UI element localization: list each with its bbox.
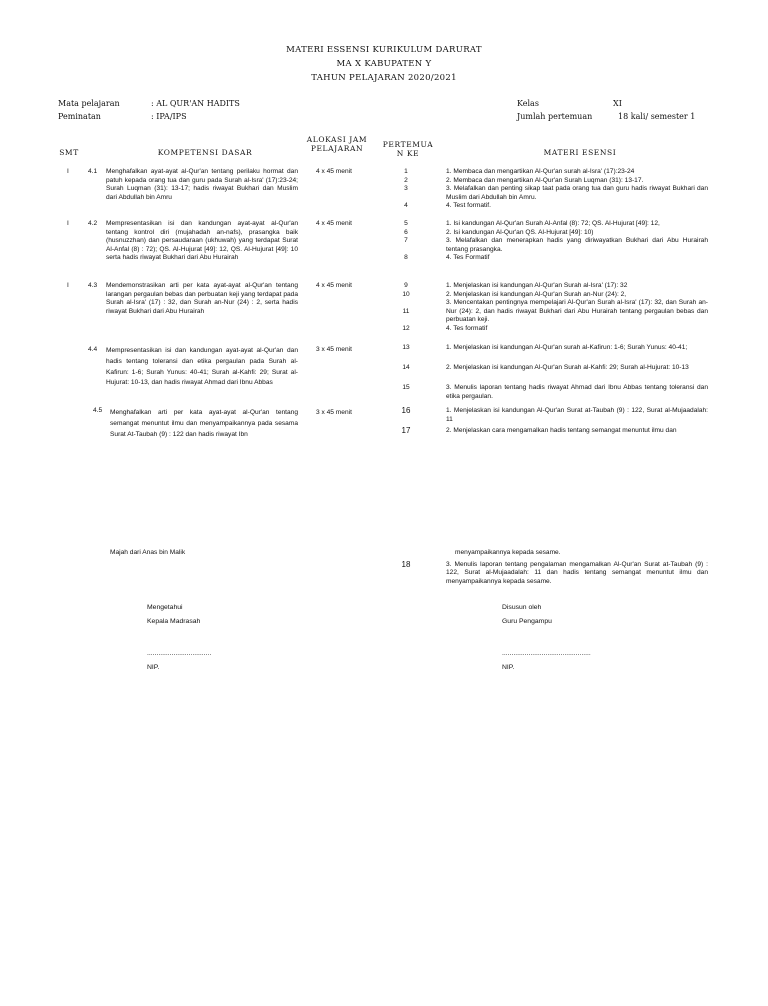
signature-left-role: Kepala Madrasah (147, 618, 201, 625)
pertemuan-number: 7 (404, 237, 408, 245)
kd-text: Menghafalkan arti per kata ayat-ayat al-Qur'an tentang semangat menuntut ilmu dan menyampaikannya pada sesama Surat At-Taubah (9) : 122 dan hadis riwayat Ibn (110, 409, 298, 438)
materi-item: 2. Isi kandungan Al-Qur'an QS. Al-Hujurat [49]: 10) (446, 228, 594, 236)
materi-item: 3. Menulis laporan tentang hadis riwayat Ahmad dari Ibnu Abbas tentang toleransi dan etika pergaulan. (446, 384, 708, 400)
doc-title-line1: MATERI ESSENSI KURIKULUM DARURAT (286, 45, 482, 55)
kd-number: 4.2 (88, 220, 98, 227)
jumlah-label: Jumlah pertemuan (517, 112, 593, 121)
pertemuan-spacer (396, 299, 416, 308)
pertemuan-number: 13 (402, 344, 410, 351)
pertemuan-number: 17 (401, 426, 411, 435)
materi-item: 3. Menulis laporan tentang pengalaman mengamalkan Al-Qur'an Surat at-Taubah (9) : 122, Surat al-Mujaadalah: 11 dan hadis tentang semangat menuntut ilmu dan menyampaikannya kepada sesame. (446, 560, 708, 585)
signature-left (147, 601, 200, 629)
materi-item: 1. Membaca dan mengartikan Al-Qur'an surah al-Isra' (17):23-24 (446, 168, 635, 175)
materi-list-continued (446, 549, 708, 586)
materi-item: 2. Menjelaskan cara mengamalkan hadis tentang semangat menuntut ilmu dan (446, 427, 677, 434)
signature-left-name (147, 647, 211, 675)
materi-item: 1. Isi kandungan Al-Qur'an Surah Al-Anfal (8): 72; QS. Al-Hujurat [49]: 12, (446, 220, 660, 227)
materi-item: 4. Tes Formatif (446, 254, 490, 262)
pertemuan-list (396, 344, 416, 393)
materi-item: 4. Tes formatif (446, 324, 488, 332)
pertemuan-number: 10 (402, 290, 410, 298)
pertemuan-number: 5 (404, 220, 408, 227)
row-smt: I (67, 168, 69, 175)
pertemuan-number: 1 (404, 168, 408, 175)
materi-item: 2. Membaca dan mengartikan Al-Qur'an Surah Luqman (31): 13-17. (446, 176, 644, 184)
materi-item: 2. Menjelaskan isi kandungan Al-Qur'an Surah al-Kahfi: 29; Surah al-Hujurat: 10-13 (446, 364, 689, 371)
pertemuan-number: 3 (404, 185, 408, 193)
kd-number: 4.5 (93, 407, 103, 414)
materi-list (446, 168, 708, 211)
alokasi-value: 4 x 45 menit (316, 168, 352, 175)
kd-text: Mendemonstrasikan arti per kata ayat-ayat al-Qur'an tentang larangan pergaulan bebas dan perbuatan keji yang terdapat pada Surah al-Isra' (17) : 32, dan Surah an-Nur (24) : 2, serta hadis riwayat Bukhari dari Abu Hurairah (106, 282, 298, 315)
alokasi-value: 3 x 45 menit (316, 409, 352, 416)
signature-right (502, 601, 552, 629)
pertemuan-number: 6 (404, 228, 408, 236)
doc-title-line3: TAHUN PELAJARAN 2020/2021 (311, 73, 457, 83)
doc-title-line2: MA X KABUPATEN Y (336, 59, 432, 69)
materi-list (446, 344, 708, 401)
row-smt: I (67, 282, 69, 289)
materi-item: 3. Melafalkan dan penting sikap taat pada orang tua dan guru hadis riwayat Bukhari dan Muslim dari Abdullah bin Amru. (446, 185, 708, 201)
alokasi-value: 4 x 45 menit (316, 220, 352, 227)
materi-list (446, 282, 708, 334)
pertemuan-spacer (396, 316, 416, 325)
alokasi-value: 3 x 45 menit (316, 346, 352, 353)
kd-number: 4.3 (88, 282, 98, 289)
pertemuan-number: 15 (402, 384, 410, 391)
materi-item: 3. Mencentakan pentingnya mempelajari Al-Qur'an Surah al-Isra' (17): 32, dan Surah an-Nur (24): 2, dan hadis riwayat Bukhari dari Abu Hurairah tentang pergaulan bebas dan perbuatan keji. (446, 299, 708, 324)
materi-item: 4. Test formatif. (446, 202, 491, 210)
signature-right-role: Guru Pengampu (502, 618, 552, 625)
materi-item: menyampaikannya kepada sesame. (455, 549, 561, 556)
kelas-value: XI (613, 99, 622, 108)
pertemuan-list (396, 168, 416, 211)
signature-right-name (502, 647, 591, 675)
signature-right-title: Disusun oleh (502, 604, 542, 611)
kd-text: Menghafalkan ayat-ayat al-Qur'an tentang perilaku hormat dan patuh kepada orang tua dan guru pada Surah al-Isra' (17):23-24; Surah Luqman (31): 13-17; hadis riwayat Bukhari dan Muslim dari Abdullah bin Amru (106, 168, 298, 201)
pertemuan-number: 12 (402, 324, 410, 332)
jumlah-value: 18 kali/ semester 1 (618, 112, 696, 121)
kd-text-continued: Majah dari Anas bin Malik (110, 549, 186, 556)
alokasi-value: 4 x 45 menit (316, 282, 352, 289)
signature-right-nip: NIP. (502, 664, 515, 671)
header-materi-esensi: MATERI ESENSI (543, 148, 617, 157)
pertemuan-list (396, 220, 416, 263)
mapel-label: Mata pelajaran (58, 99, 120, 108)
kd-text: Mempresentasikan isi dan kandungan ayat-ayat al-Qur'an dan hadis tentang toleransi dan etika pergaulan pada Surah al-Kafirun: 1-6; Surah Yunus: 40-41; Surah al-Kahfi: 29; Surat al-Hujurat: 10-13, dan hadis riwayat Ahmad dari Ibnu Abbas (106, 347, 298, 387)
peminatan-label: Peminatan (58, 112, 101, 121)
pertemuan-number: 14 (402, 364, 410, 371)
kelas-label: Kelas (517, 99, 539, 108)
materi-list (446, 407, 708, 436)
kd-text: Mempresentasikan isi dan kandungan ayat-ayat al-Qur'an tentang kontrol diri (mujahadah an-nafs), prasangka baik (husnuzzhan) dan persaudaraan (ukhuwah) yang terdapat Surat Al-Anfal (8) : 72); QS. Al-Hujurat [49]: 12, QS. Al-Hujurat [49]: 10 serta hadis riwayat Bukhari dari Abu Hurairah (106, 220, 298, 262)
pertemuan-number: 4 (404, 202, 408, 210)
row-smt: I (67, 220, 69, 227)
kd-number: 4.4 (88, 346, 98, 353)
pertemuan-number: 18 (401, 560, 411, 569)
materi-list (446, 220, 708, 263)
pertemuan-list (396, 407, 416, 436)
pertemuan-spacer (396, 194, 416, 203)
signature-left-nip: NIP. (147, 664, 160, 671)
peminatan-value: : IPA/IPS (151, 112, 187, 121)
pertemuan-number: 8 (404, 254, 408, 262)
pertemuan-number: 11 (402, 307, 410, 315)
materi-item: 1. Menjelaskan isi kandungan Al-Qur'an Surah al-Isra' (17): 32 (446, 282, 628, 289)
mapel-value: : AL QUR'AN HADITS (151, 99, 240, 108)
pertemuan-list (396, 282, 416, 334)
materi-item: 3. Melafalkan dan menerapkan hadis yang diriwayatkan Bukhari dari Abu Hurairah tentang prasangka. (446, 237, 708, 253)
signature-left-title: Mengetahui (147, 604, 183, 611)
materi-item: 2. Menjelaskan isi kandungan Al-Qur'an Surah an-Nur (24): 2, (446, 290, 627, 298)
pertemuan-number: 16 (401, 406, 411, 415)
pertemuan-number: 9 (404, 282, 408, 289)
header-kompetensi-dasar: KOMPETENSI DASAR (157, 148, 253, 157)
signature-left-dots: .................................. (147, 650, 212, 657)
header-alokasi: ALOKASI JAM PELAJARAN (306, 135, 368, 153)
signature-right-dots: ............................................... (502, 650, 591, 657)
header-pertemuan: PERTEMUA N KE (382, 140, 434, 158)
kd-number: 4.1 (88, 168, 98, 175)
pertemuan-number: 2 (404, 176, 408, 184)
materi-item: 1. Menjelaskan isi kandungan Al-Qur'an Surat at-Taubah (9) : 122, Surat al-Mujaadalah: 11 (446, 407, 708, 423)
header-smt: SMT (59, 148, 79, 157)
pertemuan-spacer (396, 246, 416, 255)
materi-item: 1. Menjelaskan isi kandungan Al-Qur'an surah al-Kafirun: 1-6; Surah Yunus: 40-41; (446, 344, 688, 351)
